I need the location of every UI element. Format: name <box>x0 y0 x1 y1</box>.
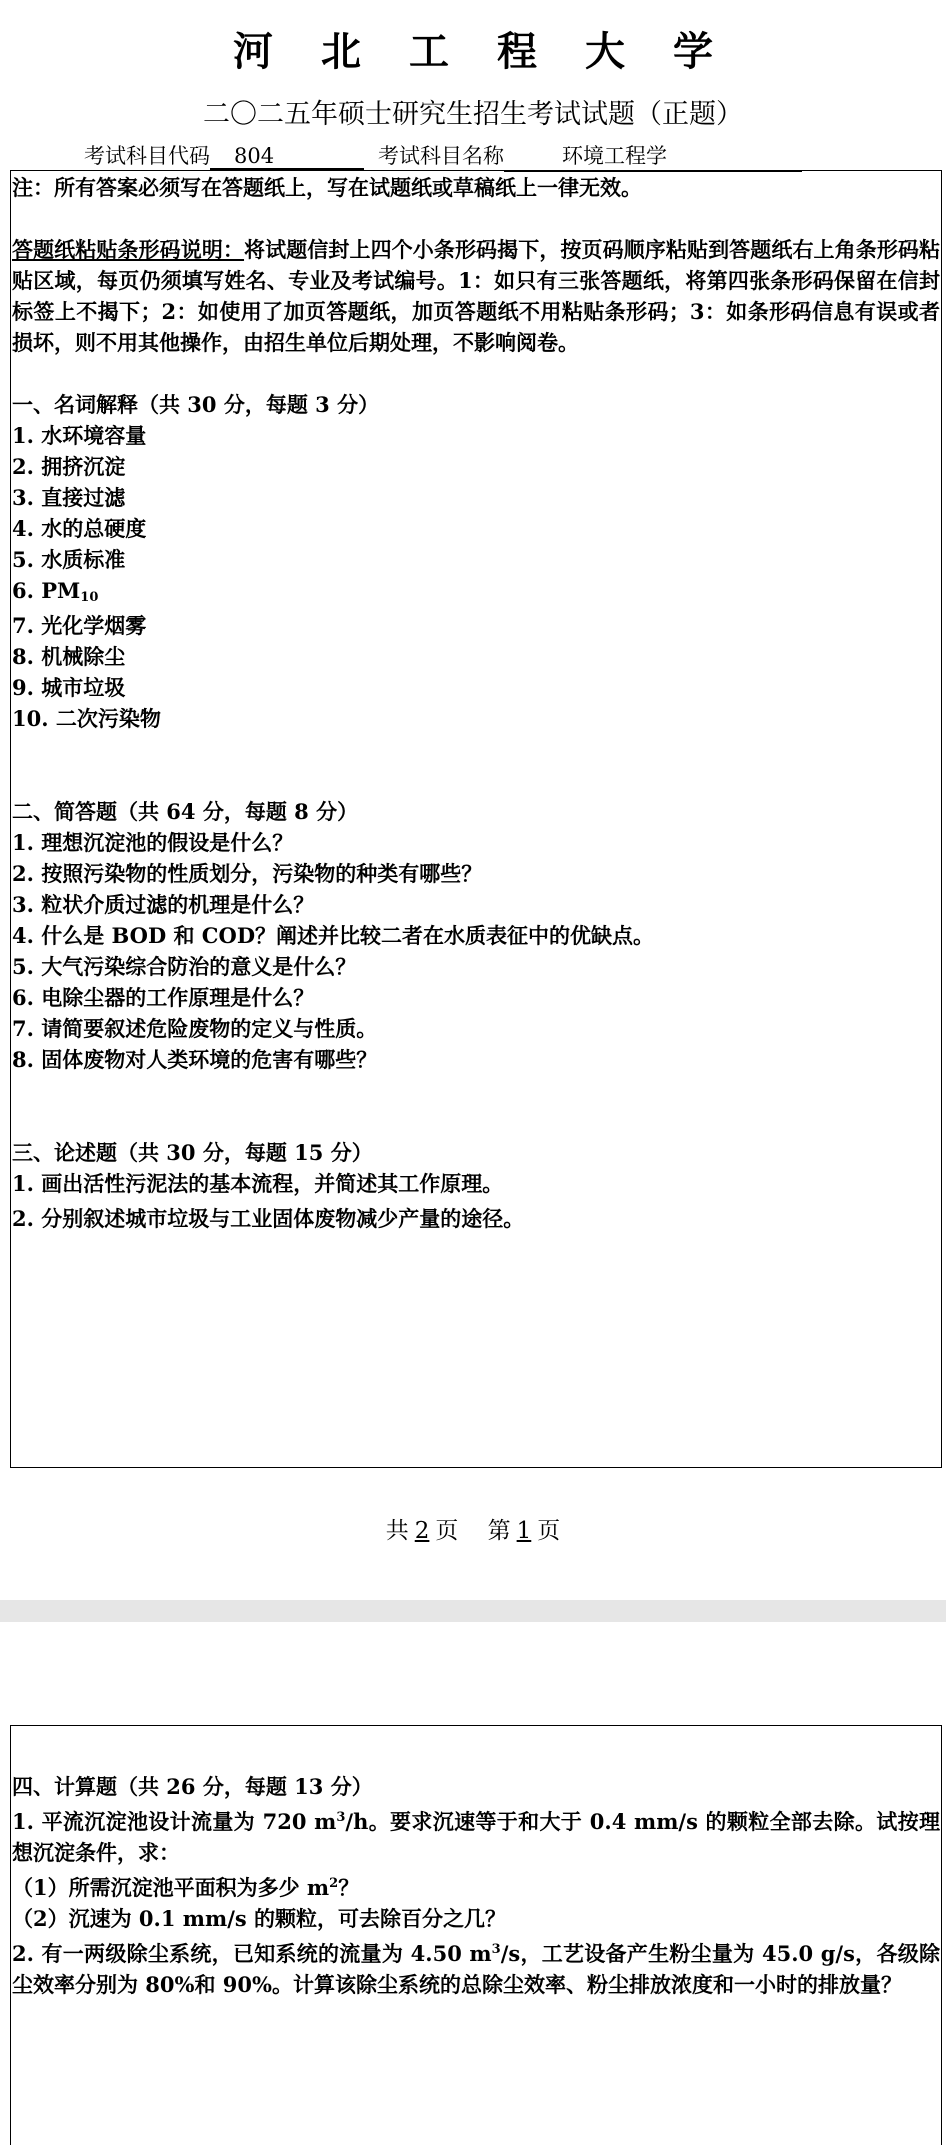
section-4-title: 四、计算题（共 26 分，每题 13 分） <box>12 1774 373 1799</box>
barcode-instructions <box>12 234 940 358</box>
school-name: 河北工程大学 <box>233 28 761 75</box>
total-unit: 页 <box>435 1518 459 1544</box>
list-item: 2. 按照污染物的性质划分，污染物的种类有哪些？ <box>12 861 483 886</box>
list-item: 5. 水质标准 <box>12 547 126 572</box>
subject-name-label: 考试科目名称 <box>378 144 504 168</box>
page-separator <box>0 1600 946 1622</box>
list-item: 8. 机械除尘 <box>12 644 126 669</box>
subject-name-value: 环境工程学 <box>504 140 802 172</box>
list-item: 1. 画出活性污泥法的基本流程，并简述其工作原理。 <box>12 1171 504 1196</box>
q1-1-text-b: ？ <box>338 1875 360 1900</box>
current-unit: 页 <box>537 1518 561 1544</box>
section-2-title: 二、简答题（共 64 分，每题 8 分） <box>12 799 359 824</box>
q2-text-b: /s，工艺设备产生粉尘量为 45.0 g/s，各级除尘效率分别为 80%和 90%。计算该除尘系统的总除尘效率、粉尘排放浓度和一小时的排放量？ <box>12 1941 940 1997</box>
q2-text-a: 2. 有一两级除尘系统，已知系统的流量为 4.50 m <box>12 1941 492 1966</box>
list-item: 4. 什么是 BOD 和 COD？阐述并比较二者在水质表征中的优缺点。 <box>12 923 655 948</box>
barcode-instructions-title: 答题纸粘贴条形码说明： <box>12 237 245 262</box>
list-item: 8. 固体废物对人类环境的危害有哪些？ <box>12 1047 378 1072</box>
section-1-title: 一、名词解释（共 30 分，每题 3 分） <box>12 392 380 417</box>
list-item: 10. 二次污染物 <box>12 706 161 731</box>
total-label: 共 <box>385 1518 409 1544</box>
page-footer <box>0 1512 946 1545</box>
q1-superscript: 3 <box>336 1810 346 1825</box>
pm-label: 6. PM <box>12 578 81 603</box>
page-1-content <box>12 172 940 1234</box>
total-pages: 2 <box>414 1518 430 1544</box>
list-item: 3. 粒状介质过滤的机理是什么？ <box>12 892 315 917</box>
page-2-content <box>12 1771 940 2000</box>
q1-1-superscript: 2 <box>329 1876 339 1891</box>
list-item: 9. 城市垃圾 <box>12 675 126 700</box>
subject-code-value: 804 <box>210 144 364 170</box>
list-item: 1. 理想沉淀池的假设是什么？ <box>12 830 294 855</box>
pm-subscript: 10 <box>80 590 99 605</box>
barcode-instructions-text: 将试题信封上四个小条形码揭下，按页码顺序粘贴到答题纸右上角条形码粘贴区域，每页仍须填写姓名、专业及考试编号。1：如只有三张答题纸，将第四张条形码保留在信封标签上不揭下；2：如使用了加页答题纸，加页答题纸不用粘贴条形码；3：如条形码信息有误或者损坏，则不用其他操作，由招生单位后期处理，不影响阅卷。 <box>12 237 941 355</box>
q1-text-a: 1. 平流沉淀池设计流量为 720 m <box>12 1809 337 1834</box>
answer-notice: 注：所有答案必须写在答题纸上，写在试题纸或草稿纸上一律无效。 <box>12 175 642 200</box>
q1-text-b: /h。要求沉速等于和大于 0.4 mm/s 的颗粒全部去除。试按理想沉淀条件，求： <box>12 1809 940 1865</box>
calc-question-1-part-1 <box>12 1868 940 1903</box>
calc-question-1-part-2: （2）沉速为 0.1 mm/s 的颗粒，可去除百分之几？ <box>12 1906 507 1931</box>
q1-1-text-a: （1）所需沉淀池平面积为多少 m <box>12 1875 330 1900</box>
list-item: 4. 水的总硬度 <box>12 516 147 541</box>
subject-code-label: 考试科目代码 <box>84 144 210 168</box>
list-item: 2. 分别叙述城市垃圾与工业固体废物减少产量的途径。 <box>12 1206 525 1231</box>
subject-line <box>84 140 802 172</box>
list-item: 5. 大气污染综合防治的意义是什么？ <box>12 954 357 979</box>
calc-question-1 <box>12 1802 940 1868</box>
list-item-pm10 <box>12 575 940 610</box>
list-item: 2. 拥挤沉淀 <box>12 454 126 479</box>
section-3-title: 三、论述题（共 30 分，每题 15 分） <box>12 1140 373 1165</box>
calc-question-2 <box>12 1934 940 2000</box>
list-item: 7. 请简要叙述危险废物的定义与性质。 <box>12 1016 378 1041</box>
list-item: 1. 水环境容量 <box>12 423 147 448</box>
exam-title: 二〇二五年硕士研究生招生考试试题（正题） <box>203 99 743 130</box>
list-item: 7. 光化学烟雾 <box>12 613 147 638</box>
q2-superscript: 3 <box>491 1942 501 1957</box>
current-label: 第 <box>487 1518 511 1544</box>
current-page: 1 <box>516 1518 532 1544</box>
list-item: 3. 直接过滤 <box>12 485 126 510</box>
list-item: 6. 电除尘器的工作原理是什么？ <box>12 985 315 1010</box>
